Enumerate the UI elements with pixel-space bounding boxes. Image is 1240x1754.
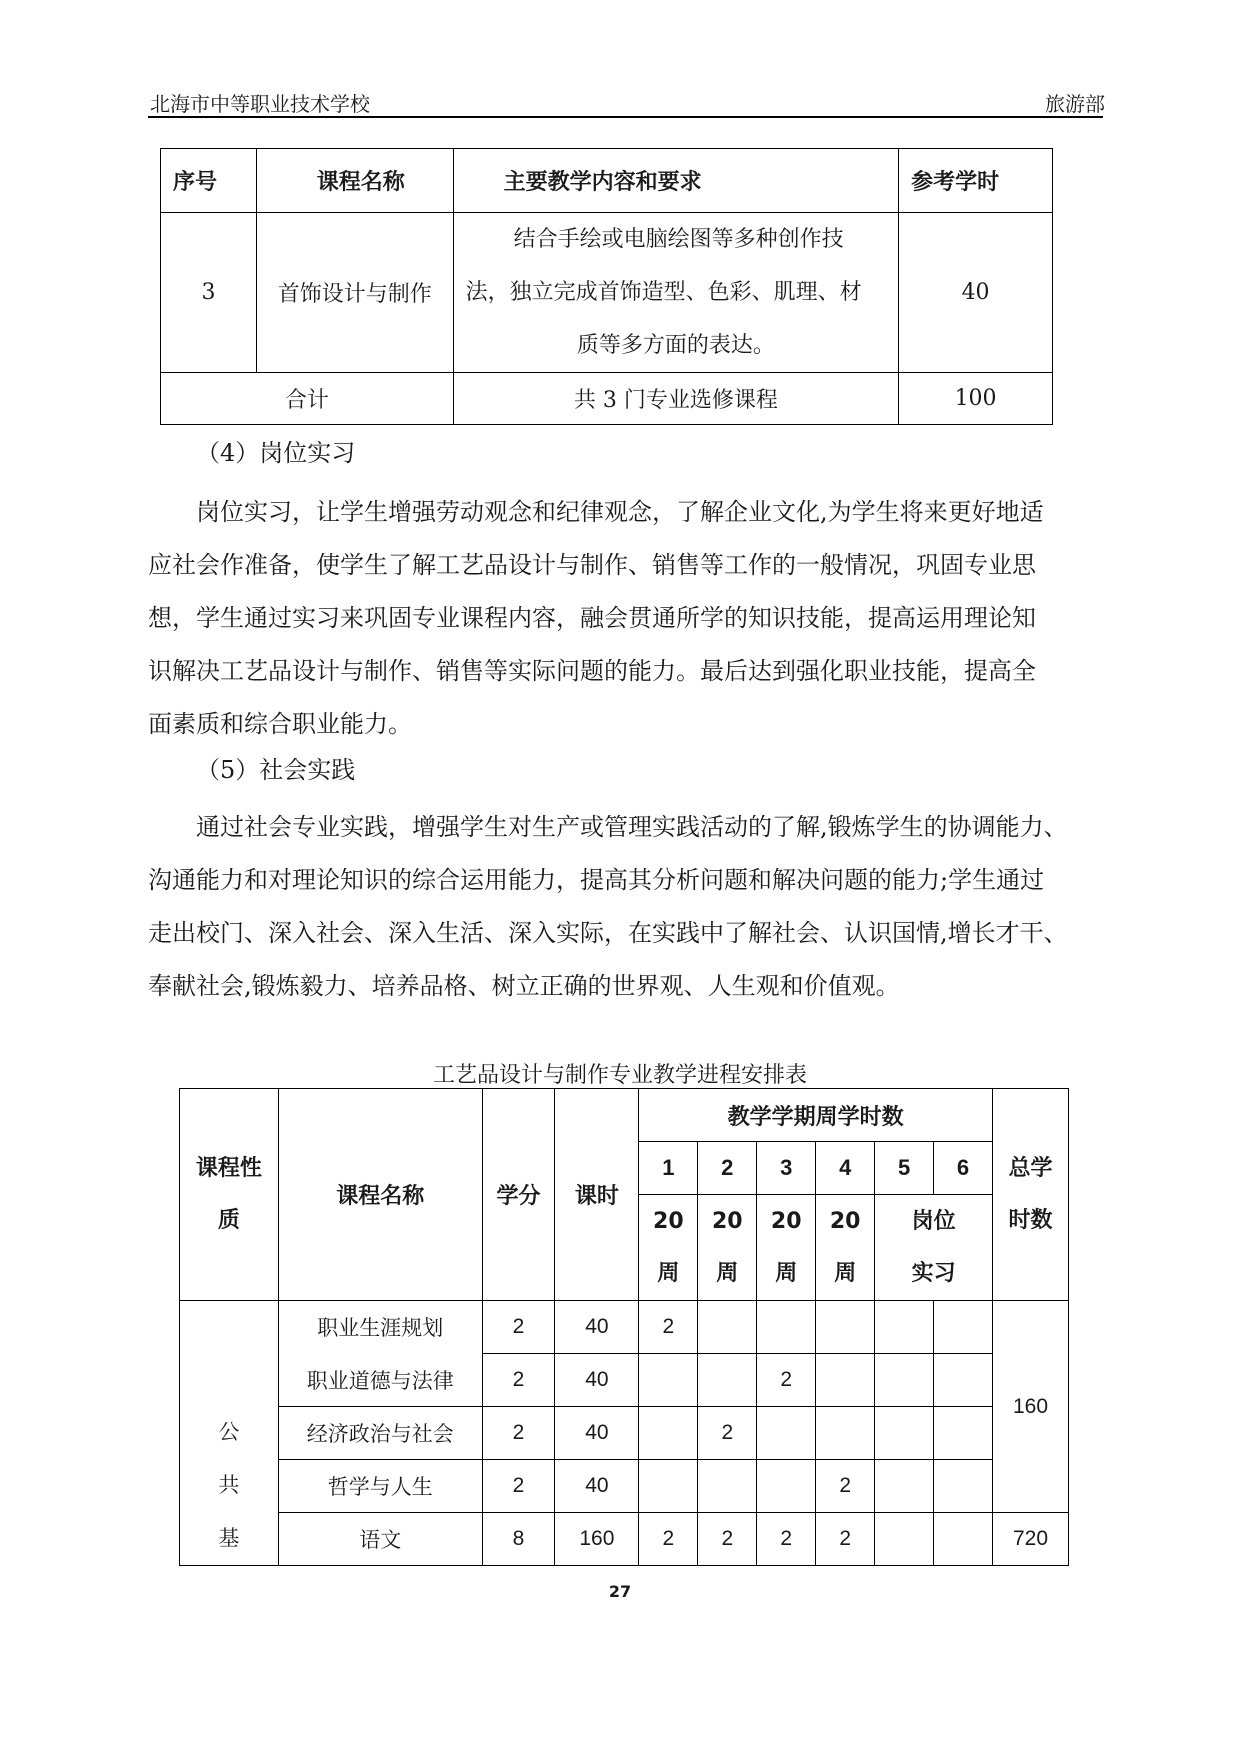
th-course-name: 课程名称 xyxy=(256,149,453,213)
row-no: 3 xyxy=(161,213,257,373)
th-term: 5 xyxy=(875,1142,934,1195)
th-text: 总学 xyxy=(1008,1155,1053,1181)
th-term: 1 xyxy=(639,1142,698,1195)
term-hours xyxy=(639,1407,698,1460)
credit: 2 xyxy=(482,1460,555,1513)
hours: 40 xyxy=(555,1407,639,1460)
term-hours xyxy=(639,1460,698,1513)
term-hours xyxy=(934,1407,993,1460)
th-weeks xyxy=(698,1195,757,1301)
para-line: 通过社会专业实践，增强学生对生产或管理实践活动的了解,锻炼学生的协调能力、 xyxy=(196,813,1068,841)
term-hours xyxy=(934,1513,993,1566)
category-cell xyxy=(180,1301,279,1566)
term-hours: 2 xyxy=(698,1513,757,1566)
th-text: 20 xyxy=(711,1208,743,1234)
term-hours xyxy=(934,1354,993,1407)
table1-header-row xyxy=(161,149,1053,213)
th-class-hours: 课时 xyxy=(555,1089,639,1301)
table2-header-row xyxy=(180,1089,1069,1142)
term-hours xyxy=(757,1460,816,1513)
header-school: 北海市中等职业技术学校 xyxy=(150,92,370,116)
course-name: 职业道德与法律 xyxy=(278,1354,482,1407)
row-content xyxy=(453,213,898,373)
content-line: 质等多方面的表达。 xyxy=(576,333,775,358)
hours: 40 xyxy=(555,1460,639,1513)
th-total-hours xyxy=(993,1089,1069,1301)
term-hours xyxy=(875,1354,934,1407)
th-course-nature xyxy=(180,1089,279,1301)
th-text: 周 xyxy=(716,1260,739,1286)
category-char: 基 xyxy=(218,1526,240,1550)
term-hours xyxy=(934,1301,993,1354)
table-row xyxy=(180,1460,1069,1513)
internship-paragraph xyxy=(148,486,1108,751)
term-hours xyxy=(639,1354,698,1407)
table-row xyxy=(180,1407,1069,1460)
term-hours xyxy=(698,1460,757,1513)
credit: 8 xyxy=(482,1513,555,1566)
th-internship xyxy=(875,1195,993,1301)
term-hours xyxy=(816,1354,875,1407)
term-hours xyxy=(698,1301,757,1354)
term-hours xyxy=(816,1301,875,1354)
credit: 2 xyxy=(482,1354,555,1407)
th-text: 课程性 xyxy=(195,1155,262,1181)
course-name: 经济政治与社会 xyxy=(278,1407,482,1460)
th-credit: 学分 xyxy=(482,1089,555,1301)
term-hours xyxy=(698,1354,757,1407)
header-department: 旅游部 xyxy=(1045,92,1105,116)
para-line: 面素质和综合职业能力。 xyxy=(148,710,412,738)
credit: 2 xyxy=(482,1407,555,1460)
th-text: 20 xyxy=(653,1208,684,1234)
term-hours xyxy=(875,1460,934,1513)
para-line: 岗位实习，让学生增强劳动观念和纪律观念，了解企业文化,为学生将来更好地适 xyxy=(196,498,1044,526)
total-content: 共 3 门专业选修课程 xyxy=(453,373,898,425)
th-text: 周 xyxy=(834,1260,857,1286)
table-row xyxy=(180,1301,1069,1354)
group-total: 160 xyxy=(993,1301,1069,1513)
term-hours: 2 xyxy=(816,1460,875,1513)
term-hours xyxy=(934,1460,993,1513)
header-rule xyxy=(148,116,1103,118)
th-term: 2 xyxy=(698,1142,757,1195)
para-line: 奉献社会,锻炼毅力、培养品格、树立正确的世界观、人生观和价值观。 xyxy=(148,972,900,1000)
term-hours: 2 xyxy=(757,1513,816,1566)
teaching-schedule-table xyxy=(179,1088,1069,1566)
term-hours xyxy=(875,1301,934,1354)
th-term: 3 xyxy=(757,1142,816,1195)
th-text: 周 xyxy=(657,1260,680,1286)
th-course-name: 课程名称 xyxy=(278,1089,482,1301)
hours: 160 xyxy=(555,1513,639,1566)
para-line: 识解决工艺品设计与制作、销售等实际问题的能力。最后达到强化职业技能，提高全 xyxy=(148,657,1036,685)
th-term: 6 xyxy=(934,1142,993,1195)
row-hours: 40 xyxy=(899,213,1053,373)
term-hours: 2 xyxy=(639,1513,698,1566)
th-text: 20 xyxy=(829,1208,861,1234)
para-line: 走出校门、深入社会、深入生活、深入实际，在实践中了解社会、认识国情,增长才干、 xyxy=(148,919,1068,947)
table-row xyxy=(180,1354,1069,1407)
elective-course-table xyxy=(160,148,1053,425)
table-row xyxy=(161,213,1053,373)
content-line: 结合手绘或电脑绘图等多种创作技 xyxy=(513,227,844,252)
page-number: 27 xyxy=(608,1582,632,1601)
content-line: 法，独立完成首饰造型、色彩、肌理、材 xyxy=(465,280,862,305)
th-term: 4 xyxy=(816,1142,875,1195)
th-text: 时数 xyxy=(1008,1207,1053,1233)
term-hours: 2 xyxy=(698,1407,757,1460)
para-line: 想，学生通过实习来巩固专业课程内容，融会贯通所学的知识技能，提高运用理论知 xyxy=(148,604,1036,632)
term-hours xyxy=(816,1407,875,1460)
th-weeks xyxy=(757,1195,816,1301)
hours: 40 xyxy=(555,1354,639,1407)
th-text: 20 xyxy=(770,1208,802,1234)
total-label: 合计 xyxy=(161,373,454,425)
para-line: 应社会作准备，使学生了解工艺品设计与制作、销售等工作的一般情况，巩固专业思 xyxy=(148,551,1036,579)
row-total: 720 xyxy=(993,1513,1069,1566)
th-text: 实习 xyxy=(911,1260,956,1286)
category-char: 共 xyxy=(218,1473,240,1497)
th-text: 质 xyxy=(217,1207,240,1233)
row-course-name: 首饰设计与制作 xyxy=(256,213,453,373)
course-name: 语文 xyxy=(278,1513,482,1566)
th-weekly-hours: 教学学期周学时数 xyxy=(639,1089,993,1142)
th-content: 主要教学内容和要求 xyxy=(453,149,898,213)
table-caption: 工艺品设计与制作专业教学进程安排表 xyxy=(432,1063,807,1088)
hours: 40 xyxy=(555,1301,639,1354)
section-heading-practice: （5）社会实践 xyxy=(196,756,356,784)
term-hours xyxy=(757,1407,816,1460)
th-weeks xyxy=(639,1195,698,1301)
th-text: 周 xyxy=(775,1260,798,1286)
term-hours: 2 xyxy=(816,1513,875,1566)
course-name: 职业生涯规划 xyxy=(278,1301,482,1354)
practice-paragraph xyxy=(148,801,1108,1013)
credit: 2 xyxy=(482,1301,555,1354)
term-hours xyxy=(757,1301,816,1354)
table-row xyxy=(180,1513,1069,1566)
th-text: 岗位 xyxy=(911,1208,956,1234)
total-hours: 100 xyxy=(899,373,1053,425)
para-line: 沟通能力和对理论知识的综合运用能力，提高其分析问题和解决问题的能力;学生通过 xyxy=(148,866,1045,894)
table1-total-row xyxy=(161,373,1053,425)
th-weeks xyxy=(816,1195,875,1301)
category-char: 公 xyxy=(218,1420,240,1444)
section-heading-internship: （4）岗位实习 xyxy=(196,439,356,467)
term-hours xyxy=(875,1513,934,1566)
term-hours: 2 xyxy=(757,1354,816,1407)
course-name: 哲学与人生 xyxy=(278,1460,482,1513)
term-hours xyxy=(875,1407,934,1460)
th-hours: 参考学时 xyxy=(899,149,1053,213)
th-no: 序号 xyxy=(161,149,257,213)
term-hours: 2 xyxy=(639,1301,698,1354)
